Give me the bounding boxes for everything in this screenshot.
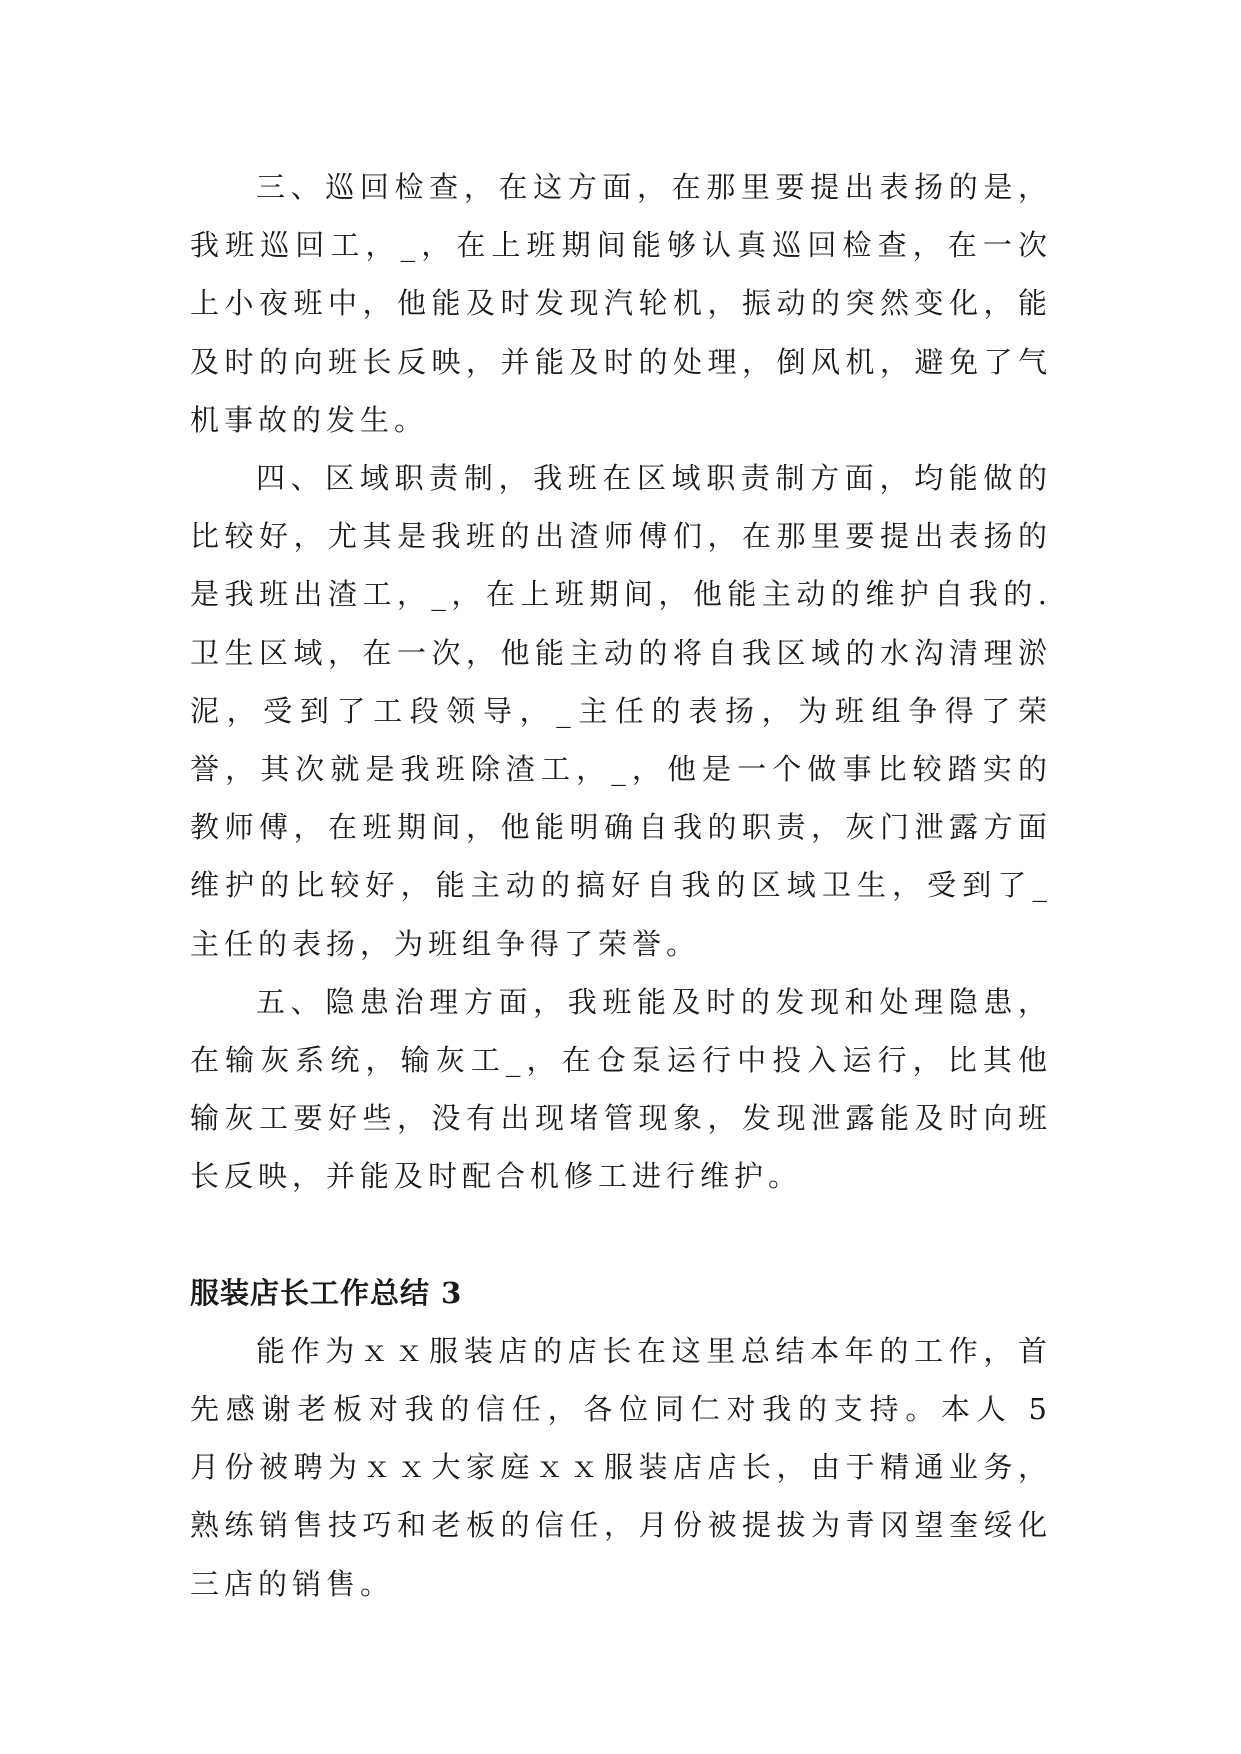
paragraph-hazard-control: 五、隐患治理方面，我班能及时的发现和处理隐患，在输灰系统，输灰工_，在仓泵运行中投入运行，比其他输灰工要好些，没有出现堵管现象，发现泄露能及时向班长反映，并能及时配合机修工进行维护。 [190,984,1052,1194]
paragraph-inspection: 三、巡回检查，在这方面，在那里要提出表扬的是，我班巡回工，_，在上班期间能够认真巡回检查，在一次上小夜班中，他能及时发现汽轮机，振动的突然变化，能及时的向班长反映，并能及时的处理，倒风机，避免了气机事故的发生。 [190,170,1052,437]
document-body [190,158,1052,1613]
paragraph-store-manager-intro: 能作为ｘｘ服装店的店长在这里总结本年的工作，首先感谢老板对我的信任，各位同仁对我的支持。本人 5 月份被聘为ｘｘ大家庭ｘｘ服装店店长，由于精通业务，熟练销售技巧和老板的信任，月份被提拔为青冈望奎绥化三店的销售。 [190,1333,1052,1601]
paragraph-zone-responsibility: 四、区域职责制，我班在区域职责制方面，均能做的比较好，尤其是我班的出渣师傅们，在那里要提出表扬的是我班出渣工，_，在上班期间，他能主动的维护自我的.卫生区域，在一次，他能主动的将自我区域的水沟清理淤泥，受到了工段领导，_主任的表扬，为班组争得了荣誉，其次就是我班除渣工，_，他是一个做事比较踏实的教师傅，在班期间，他能明确自我的职责，灰门泄露方面维护的比较好，能主动的搞好自我的区域卫生，受到了_主任的表扬，为班组争得了荣誉。 [190,461,1052,961]
section-heading: 服装店长工作总结 3 [190,1275,463,1310]
